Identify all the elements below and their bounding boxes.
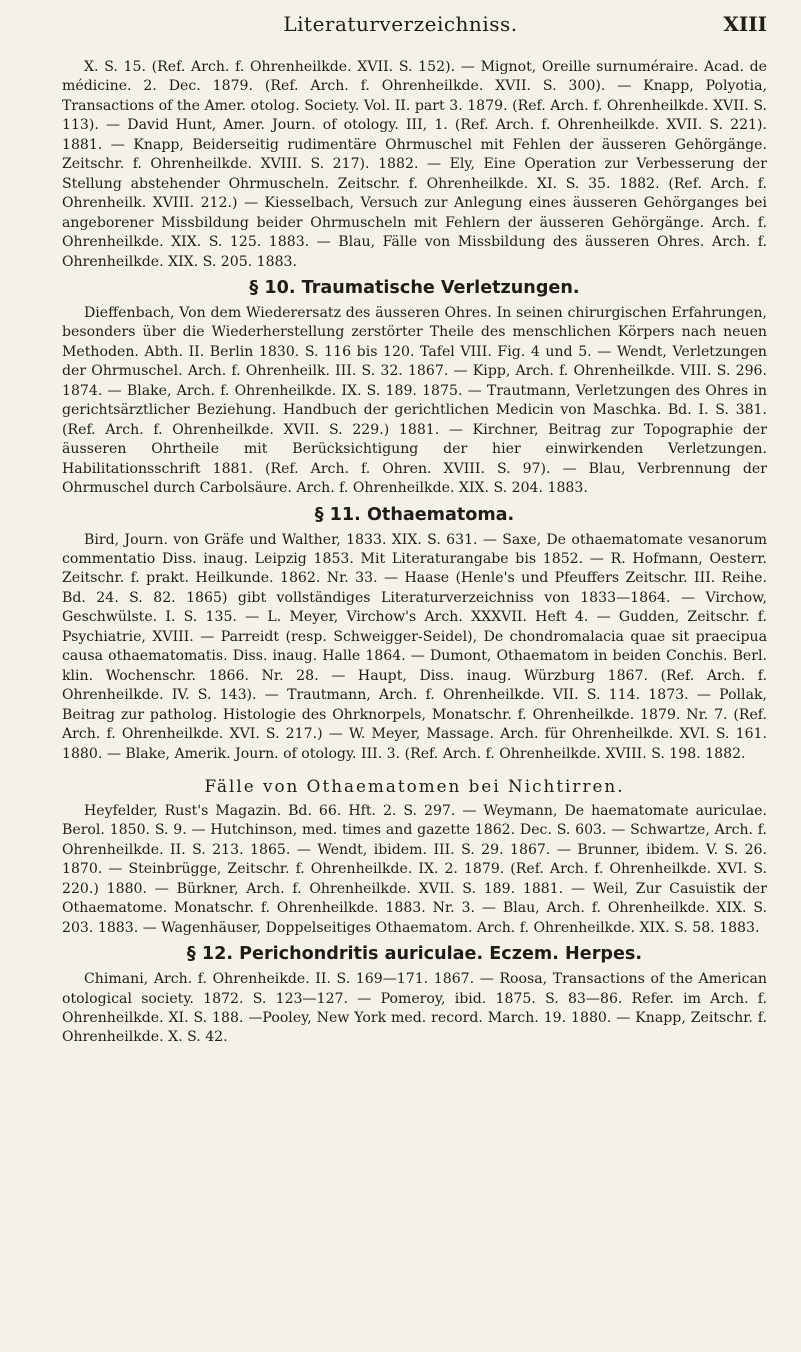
running-head — [0, 0, 801, 48]
page-title: Literaturverzeichniss. — [283, 12, 518, 36]
section-heading: § 11. Othaematoma. — [314, 504, 515, 525]
subsection-heading: Fälle von Othaematomen bei Nichtirren. — [204, 775, 625, 796]
page-number: XIII — [723, 12, 767, 36]
bibliography-paragraph: X. S. 15. (Ref. Arch. f. Ohrenheilkde. XVII. S. 152). — Mignot, Oreille surnuméraire. Acad. de médicine. 2. Dec. 1879. (Ref. Arch. f. Ohrenheilkde. XVII. S. 300). — Knapp, Polyotia, Transactions of the Amer. otolog. Society. Vol. II. part 3. 1879. (Ref. Arch. f. Ohrenheilkde. XVII. S. 113). — David Hunt, Amer. Journ. of otology. III, 1. (Ref. Arch. f. Ohrenheilkde. XVII. S. 221). 1881. — Knapp, Beiderseitig rudimentäre Ohrmuschel mit Fehlen der äusseren Gehörgänge. Zeitschr. f. Ohrenheilkde. XVIII. S. 217). 1882. — Ely, Eine Operation zur Verbesserung der Stellung abstehender Ohrmuscheln. Zeitschr. f. Ohrenheilkde. XI. S. 35. 1882. (Ref. Arch. f. Ohrenheilk. XVIII. 212.) — Kiesselbach, Versuch zur Anlegung eines äusseren Gehörganges bei angeborener Missbildung beider Ohrmuscheln mit Fehlern der äusseren Gehörgänge. Arch. f. Ohrenheilkde. XIX. S. 125. 1883. — Blau, Fälle von Missbildung des äusseren Ohres. Arch. f. Ohrenheilkde. XIX. S. 205. 1883. — [62, 59, 767, 270]
section-heading: § 12. Perichondritis auriculae. Eczem. Herpes. — [186, 944, 643, 965]
bibliography-paragraph: Chimani, Arch. f. Ohrenheikde. II. S. 169—171. 1867. — Roosa, Transactions of the American otological society. 1872. S. 123—127. — Pomeroy, ibid. 1875. S. 83—86. Refer. im Arch. f. Ohrenheilkde. XI. S. 188. —Pooley, New York med. record. March. 19. 1880. — Knapp, Zeitschr. f. Ohrenheilkde. X. S. 42. — [62, 971, 767, 1046]
bibliography-paragraph: Dieffenbach, Von dem Wiederersatz des äusseren Ohres. In seinen chirurgischen Erfahrungen, besonders über die Wiederherstellung zerstörter Theile des menschlichen Körpers nach neuen Methoden. Abth. II. Berlin 1830. S. 116 bis 120. Tafel VIII. Fig. 4 und 5. — Wendt, Verletzungen der Ohrmuschel. Arch. f. Ohrenheilk. III. S. 32. 1867. — Kipp, Arch. f. Ohrenheilkde. VIII. S. 296. 1874. — Blake, Arch. f. Ohrenheilkde. IX. S. 189. 1875. — Trautmann, Verletzungen des Ohres in gerichtsärztlicher Beziehung. Handbuch der gerichtlichen Medicin von Maschka. Bd. I. S. 381. (Ref. Arch. f. Ohrenheilkde. XVII. S. 229.) 1881. — Kirchner, Beitrag zur Topographie der äusseren Ohrtheile mit Berücksichtigung der hier einwirkenden Verletzungen. Habilitationsschrift 1881. (Ref. Arch. f. Ohren. XVIII. S. 97). — Blau, Verbrennung der Ohrmuschel durch Carbolsäure. Arch. f. Ohrenheilkde. XIX. S. 204. 1883. — [62, 304, 767, 497]
bibliography-paragraph: Heyfelder, Rust's Magazin. Bd. 66. Hft. 2. S. 297. — Weymann, De haematomate auriculae. Berol. 1850. S. 9. — Hutchinson, med. times and gazette 1862. Dec. S. 603. — Schwartze, Arch. f. Ohrenheilkde. II. S. 213. 1865. — Wendt, ibidem. III. S. 29. 1867. — Brunner, ibidem. V. S. 26. 1870. — Steinbrügge, Zeitschr. f. Ohrenheilkde. IX. 2. 1879. (Ref. Arch. f. Ohrenheilkde. XVI. S. 220.) 1880. — Bürkner, Arch. f. Ohrenheilkde. XVII. S. 189. 1881. — Weil, Zur Casuistik der Othaematome. Monatschr. f. Ohrenheilkde. 1883. Nr. 3. — Blau, Arch. f. Ohrenheilkde. XIX. S. 203. 1883. — Wagenhäuser, Doppelseitiges Othaematom. Arch. f. Ohrenheilkde. XIX. S. 58. 1883. — [62, 802, 767, 936]
section-heading: § 10. Traumatische Verletzungen. — [249, 277, 580, 298]
bibliography-paragraph: Bird, Journ. von Gräfe und Walther, 1833. XIX. S. 631. — Saxe, De othaematomate vesanorum commentatio Diss. inaug. Leipzig 1853. Mit Literaturangabe bis 1852. — R. Hofmann, Oesterr. Zeitschr. f. prakt. Heilkunde. 1862. Nr. 33. — Haase (Henle's und Pfeuffers Zeitschr. III. Reihe. Bd. 24. S. 82. 1865) gibt vollständiges Literaturverzeichniss von 1833—1864. — Virchow, Geschwülste. I. S. 135. — L. Meyer, Virchow's Arch. XXXVII. Heft 4. — Gudden, Zeitschr. f. Psychiatrie, XVIII. — Parreidt (resp. Schweigger-Seidel), De chondromalacia quae sit praecipua causa othaematomatis. Diss. inaug. Halle 1864. — Dumont, Othaematom in beiden Conchis. Berl. klin. Wochenschr. 1866. Nr. 28. — Haupt, Diss. inaug. Würzburg 1867. (Ref. Arch. f. Ohrenheilkde. IV. S. 143). — Trautmann, Arch. f. Ohrenheilkde. VII. S. 114. 1873. — Pollak, Beitrag zur patholog. Histologie des Ohrknorpels, Monatschr. f. Ohrenheilkde. 1879. Nr. 7. (Ref. Arch. f. Ohrenheilkde. XVI. S. 217.) — W. Meyer, Massage. Arch. für Ohrenheilkde. XVI. S. 161. 1880. — Blake, Amerik. Journ. of otology. III. 3. (Ref. Arch. f. Ohrenheilkde. XVIII. S. 198. 1882. — [62, 531, 767, 762]
